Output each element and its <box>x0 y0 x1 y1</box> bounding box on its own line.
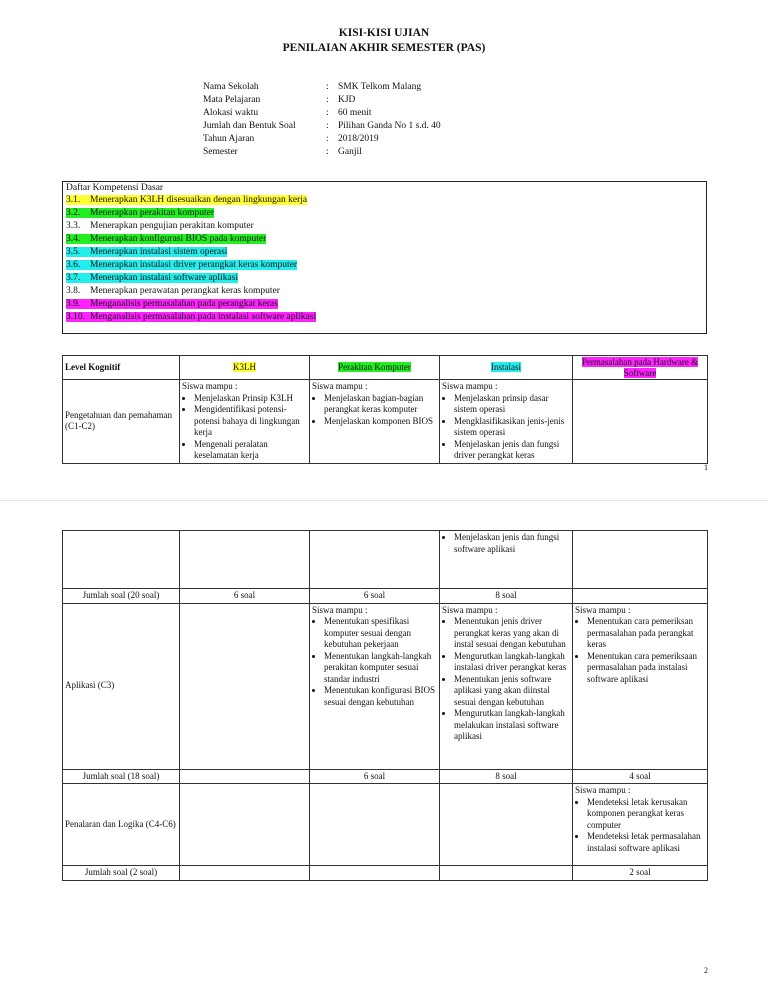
kd-number: 3.1. <box>66 195 81 205</box>
kd-heading: Daftar Kompetensi Dasar <box>66 183 164 193</box>
list-item: • Menjelaskan jenis dan fungsi driver perangkat keras <box>454 439 570 462</box>
kd-text: Menerapkan konfigurasi BIOS pada komputer <box>90 234 267 244</box>
cell-perakitan-pengetahuan <box>310 380 440 464</box>
kd-number: 3.9. <box>66 299 81 309</box>
header-k3lh: K3LH <box>180 356 310 380</box>
info-colon: : <box>326 134 329 144</box>
cell-instalasi-pengetahuan <box>440 380 573 464</box>
list-item: • Mengidentifikasi potensi-potensi bahaya di lingkungan kerja <box>194 404 307 439</box>
kd-number: 3.5. <box>66 247 81 257</box>
cell-intro: Siswa mampu : <box>442 381 498 391</box>
cell-permasalahan-penalaran <box>573 784 708 866</box>
kd-item <box>66 259 297 271</box>
jumlah-label: Jumlah soal (20 soal) <box>63 589 180 604</box>
info-value: 2018/2019 <box>338 134 379 144</box>
info-key: Tahun Ajaran <box>203 134 255 144</box>
kd-item <box>66 246 227 258</box>
kd-item <box>66 233 266 245</box>
kd-item <box>66 207 214 219</box>
info-row <box>203 94 441 107</box>
info-value: KJD <box>338 95 356 105</box>
kd-text: Menerapkan pengujian perakitan komputer <box>90 221 254 231</box>
info-colon: : <box>326 147 329 157</box>
cell-k3lh-pengetahuan <box>180 380 310 464</box>
list-item: • Mengurutkan langkah-langkah melakukan instalasi software aplikasi <box>454 708 570 743</box>
info-value: SMK Telkom Malang <box>338 82 422 92</box>
kd-item <box>66 194 307 206</box>
list-item: • Menjelaskan jenis dan fungsi software aplikasi <box>454 532 570 555</box>
info-value: Pilihan Ganda No 1 s.d. 40 <box>338 121 441 131</box>
kd-item <box>66 298 278 310</box>
jumlah-k3lh: 6 soal <box>180 589 310 604</box>
page-number: 2 <box>704 966 708 975</box>
cell-empty <box>310 784 440 866</box>
info-key: Mata Pelajaran <box>203 95 261 105</box>
list-item: • Mengurutkan langkah-langkah instalasi driver perangkat keras <box>454 651 570 674</box>
list-item: • Menentukan cara pemeriksan permasalahan pada perangkat keras <box>587 616 705 651</box>
jumlah-row <box>63 769 708 784</box>
cell-permasalahan-aplikasi <box>573 603 708 769</box>
cell-empty <box>180 603 310 769</box>
info-colon: : <box>326 95 329 105</box>
kd-text: Menerapkan perakitan komputer <box>90 208 214 218</box>
kompetensi-dasar-box <box>62 181 707 334</box>
cell-intro: Siswa mampu : <box>575 604 631 615</box>
info-key: Semester <box>203 147 238 157</box>
list-item: • Menjelaskan Prinsip K3LH <box>194 393 307 405</box>
kd-number: 3.8. <box>66 286 81 296</box>
kd-item <box>66 311 316 323</box>
jumlah-label: Jumlah soal (18 soal) <box>63 769 180 784</box>
info-value: Ganjil <box>338 147 362 157</box>
info-key: Alokasi waktu <box>203 108 259 118</box>
list-item: • Menentukan cara pemeriksaan permasalahan pada instalasi software aplikasi <box>587 651 705 686</box>
list-item: • Mendeteksi letak permasalahan instalasi software aplikasi <box>587 831 705 854</box>
jumlah-permasalahan: 2 soal <box>573 866 708 881</box>
jumlah-permasalahan: 4 soal <box>573 769 708 784</box>
cell-empty <box>63 531 180 589</box>
cell-empty <box>573 531 708 589</box>
document-title: KISI-KISI UJIAN <box>338 27 430 39</box>
jumlah-perakitan: 6 soal <box>310 769 440 784</box>
document-subtitle: PENILAIAN AKHIR SEMESTER (PAS) <box>282 42 486 54</box>
jumlah-row <box>63 589 708 604</box>
kd-text: Menerapkan instalasi software aplikasi <box>90 273 238 283</box>
info-value: 60 menit <box>338 108 372 118</box>
cell-empty <box>180 784 310 866</box>
kd-number: 3.3. <box>66 221 81 231</box>
info-colon: : <box>326 108 329 118</box>
list-item: • Mengenali peralatan keselamatan kerja <box>194 439 307 462</box>
header-permasalahan: Permasalahan pada Hardware & Software <box>573 356 708 380</box>
jumlah-instalasi: 8 soal <box>440 589 573 604</box>
info-row <box>203 120 441 133</box>
table-row <box>63 784 708 866</box>
cell-instalasi-aplikasi <box>440 603 573 769</box>
page-number: 1 <box>704 463 708 472</box>
info-key: Jumlah dan Bentuk Soal <box>203 121 296 131</box>
cell-empty <box>180 531 310 589</box>
row-label-pengetahuan: Pengetahuan dan pemahaman (C1-C2) <box>63 380 180 464</box>
jumlah-label: Jumlah soal (2 soal) <box>63 866 180 881</box>
kd-text: Menerapkan perawatan perangkat keras komputer <box>90 286 280 296</box>
row-label-penalaran: Penalaran dan Logika (C4-C6) <box>63 784 180 866</box>
row-label-aplikasi: Aplikasi (C3) <box>63 603 180 769</box>
jumlah-row <box>63 866 708 881</box>
cell-intro: Siswa mampu : <box>442 604 498 615</box>
info-row <box>203 107 441 120</box>
list-item: • Menjelaskan prinsip dasar sistem operasi <box>454 393 570 416</box>
list-item: • Menjelaskan bagian-bagian perangkat keras komputer <box>324 393 437 416</box>
school-info-block <box>203 81 441 159</box>
cell-intro: Siswa mampu : <box>312 604 368 615</box>
cell-permasalahan-pengetahuan <box>573 380 708 464</box>
kisi-kisi-table-page2 <box>62 530 708 881</box>
cell-empty <box>573 589 708 604</box>
list-item: • Menentukan langkah-langkah perakitan komputer sesuai standar industri <box>324 651 437 686</box>
cell-empty <box>310 866 440 881</box>
list-item: • Menentukan konfigurasi BIOS sesuai dengan kebutuhan <box>324 685 437 708</box>
list-item: • Menentukan jenis software aplikasi yang akan diinstal sesuai dengan kebutuhan <box>454 674 570 709</box>
list-item: • Menentukan jenis driver perangkat keras yang akan di instal sesuai dengan kebutuhan <box>454 616 570 651</box>
table-row <box>63 380 708 464</box>
list-item: • Menentukan spesifikasi komputer sesuai dengan kebutuhan pekerjaan <box>324 616 437 651</box>
list-item: • Menjelaskan komponen BIOS <box>324 416 437 428</box>
kd-number: 3.7. <box>66 273 81 283</box>
kd-number: 3.2. <box>66 208 81 218</box>
header-instalasi: Instalasi <box>440 356 573 380</box>
kd-item <box>66 285 280 297</box>
info-key: Nama Sekolah <box>203 82 259 92</box>
jumlah-perakitan: 6 soal <box>310 589 440 604</box>
kd-number: 3.4. <box>66 234 81 244</box>
info-row <box>203 133 441 146</box>
cell-intro: Siswa mampu : <box>312 381 368 391</box>
kd-text: Menerapkan instalasi sistem operasi <box>90 247 228 257</box>
cell-perakitan-aplikasi <box>310 603 440 769</box>
cell-empty <box>180 866 310 881</box>
page-separator <box>0 500 768 501</box>
jumlah-instalasi: 8 soal <box>440 769 573 784</box>
kisi-kisi-table-page1 <box>62 355 708 464</box>
kd-number: 3.10. <box>66 312 85 322</box>
kd-item <box>66 220 254 232</box>
cell-empty <box>440 866 573 881</box>
table-header-row <box>63 356 708 380</box>
table-row <box>63 603 708 769</box>
cell-empty <box>310 531 440 589</box>
kd-item <box>66 272 238 284</box>
info-row <box>203 81 441 94</box>
cell-intro: Siswa mampu : <box>182 381 238 391</box>
cell-instalasi-continued <box>440 531 573 589</box>
kd-text: Menerapkan instalasi driver perangkat keras komputer <box>90 260 298 270</box>
list-item: • Mengklasifikasikan jenis-jenis sistem operasi <box>454 416 570 439</box>
list-item: • Mendeteksi letak kerusakan komponen perangkat keras computer <box>587 797 705 832</box>
cell-empty <box>440 784 573 866</box>
info-colon: : <box>326 82 329 92</box>
info-row <box>203 146 441 159</box>
cell-intro: Siswa mampu : <box>575 785 631 795</box>
kd-text: Menerapkan K3LH disesuaikan dengan lingkungan kerja <box>90 195 308 205</box>
kd-number: 3.6. <box>66 260 81 270</box>
cell-empty <box>180 769 310 784</box>
header-level-kognitif: Level Kognitif <box>63 356 180 380</box>
table-row <box>63 531 708 589</box>
header-perakitan: Perakitan Komputer <box>310 356 440 380</box>
kd-text: Menganalisis permasalahan pada perangkat keras <box>90 299 278 309</box>
kd-text: Menganalisis permasalahan pada instalasi software aplikasi <box>90 312 317 322</box>
info-colon: : <box>326 121 329 131</box>
